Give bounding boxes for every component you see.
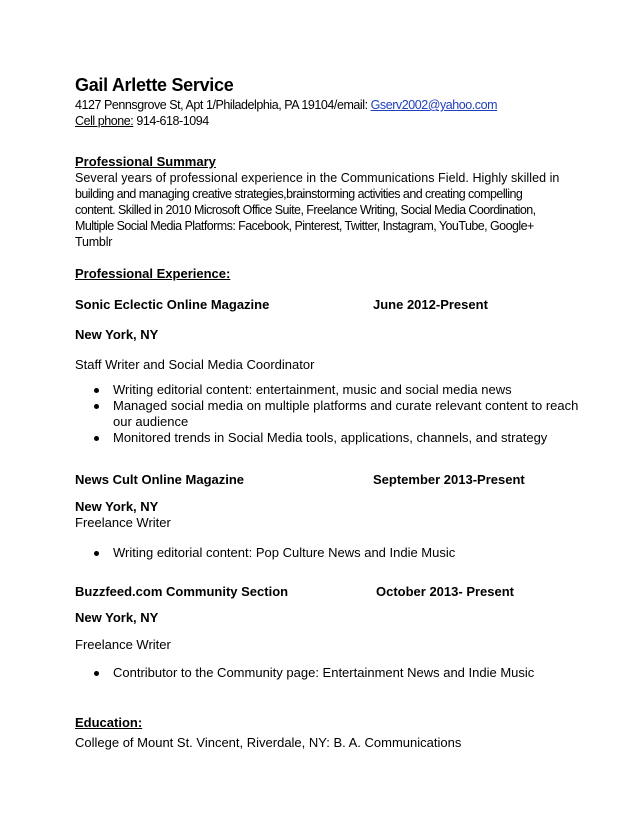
education-heading-text: Education: <box>75 715 143 730</box>
job-dates: September 2013-Present <box>373 472 525 487</box>
summary-line: content. Skilled in 2010 Microsoft Office Suite, Freelance Writing, Social Media Coordination, <box>75 203 536 217</box>
list-item <box>94 430 589 446</box>
job-dates: June 2012-Present <box>373 297 488 312</box>
summary-line: Several years of professional experience in the Communications Field. Highly skilled in <box>75 171 560 185</box>
experience-heading: Professional Experience: <box>75 266 231 281</box>
bullet-text: Monitored trends in Social Media tools, applications, channels, and strategy <box>113 430 548 445</box>
education-heading <box>75 715 142 730</box>
bullet-icon <box>94 404 99 409</box>
email-link[interactable]: Gserv2002@yahoo.com <box>370 98 498 112</box>
job-role: Freelance Writer <box>75 515 171 530</box>
job-bullet-list <box>94 382 589 446</box>
bullet-icon <box>94 436 99 441</box>
summary-line: building and managing creative strategies,brainstorming activities and creating compelling <box>75 187 523 201</box>
bullet-text: Managed social media on multiple platforms and curate relevant content to reach our audience <box>113 398 579 429</box>
list-item <box>94 398 589 430</box>
job-role: Staff Writer and Social Media Coordinator <box>75 357 315 372</box>
phone-number: 914-618-1094 <box>133 114 209 128</box>
job-location: New York, NY <box>75 499 159 514</box>
job-dates: October 2013- Present <box>376 584 515 599</box>
bullet-text: Writing editorial content: Pop Culture News and Indie Music <box>113 545 456 560</box>
job-company: Buzzfeed.com Community Section <box>75 584 289 599</box>
summary-heading: Professional Summary <box>75 154 216 169</box>
bullet-text: Writing editorial content: entertainment, music and social media news <box>113 382 512 397</box>
contact-line <box>75 98 497 112</box>
job-location: New York, NY <box>75 327 159 342</box>
summary-line: Multiple Social Media Platforms: Facebook, Pinterest, Twitter, Instagram, YouTube, Google+ <box>75 219 534 233</box>
phone-line <box>75 114 209 128</box>
list-item <box>94 665 589 681</box>
address-text: 4127 Pennsgrove St, Apt 1/Philadelphia, PA 19104/email: <box>75 98 371 112</box>
education-entry: College of Mount St. Vincent, Riverdale, NY: B. A. Communications <box>75 735 462 750</box>
bullet-text: Contributor to the Community page: Entertainment News and Indie Music <box>113 665 535 680</box>
job-bullet-list <box>94 665 589 681</box>
candidate-name: Gail Arlette Service <box>75 75 234 95</box>
summary-text <box>75 170 560 250</box>
job-company: Sonic Eclectic Online Magazine <box>75 297 270 312</box>
summary-line: Tumblr <box>75 235 113 249</box>
list-item <box>94 382 589 398</box>
job-role: Freelance Writer <box>75 637 171 652</box>
bullet-icon <box>94 551 99 556</box>
bullet-icon <box>94 671 99 676</box>
job-bullet-list <box>94 545 589 561</box>
list-item <box>94 545 589 561</box>
job-company: News Cult Online Magazine <box>75 472 245 487</box>
bullet-icon <box>94 388 99 393</box>
job-location: New York, NY <box>75 610 159 625</box>
phone-label: Cell phone: <box>75 114 134 128</box>
